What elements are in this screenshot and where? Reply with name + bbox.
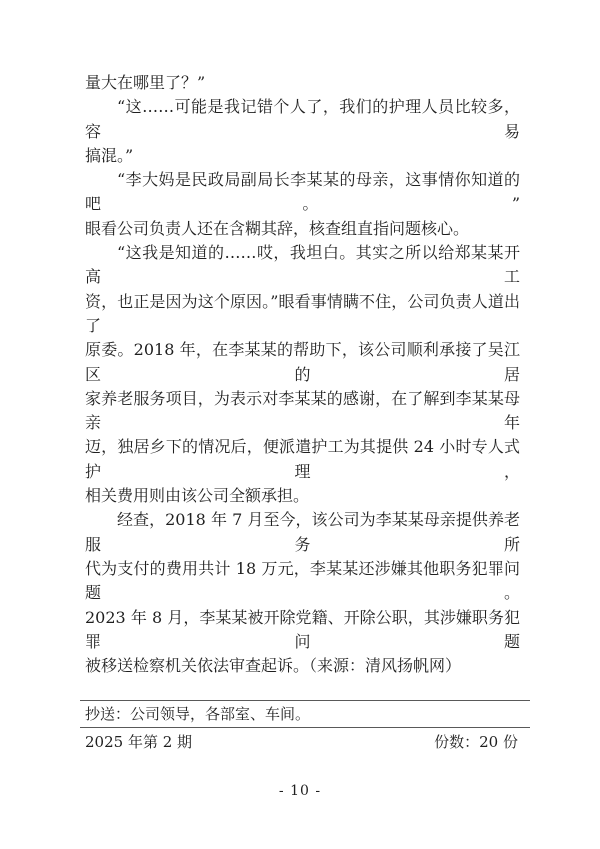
body-line: “这……可能是我记错个人了，我们的护理人员比较多，容易 (85, 97, 520, 141)
body-line: 量大在哪里了？” (85, 73, 206, 92)
body-line: 家养老服务项目，为表示对李某某的感谢，在了解到李某某母亲年 (85, 388, 520, 433)
body-line: 眼看公司负责人还在含糊其辞，核查组直指问题核心。 (85, 218, 470, 238)
body-line: 相关费用则由该公司全额承担。 (85, 486, 310, 506)
body-line: 代为支付的费用共计 18 万元，李某某还涉嫌其他职务犯罪问题。 (85, 558, 520, 603)
issue-row (85, 732, 518, 752)
document-body (85, 71, 520, 678)
body-line: 资，也正是因为这个原因。”眼看事情瞒不住，公司负责人道出了 (85, 291, 520, 335)
body-line: 迈，独居乡下的情况后，便派遣护工为其提供 24 小时专人式护理， (85, 437, 520, 481)
issue-number: 2025 年第 2 期 (85, 733, 193, 751)
footer-rule-bottom (80, 727, 530, 728)
body-line: “李大妈是民政局副局长李某某的母亲，这事情你知道的吧。” (85, 170, 520, 214)
cc-line: 抄送：公司领导，各部室、车间。 (85, 705, 311, 723)
copies-count: 份数：20 份 (434, 733, 518, 751)
body-line: “这我是知道的……哎，我坦白。其实之所以给郑某某开高工 (85, 243, 520, 287)
body-line: 经查，2018 年 7 月至今，该公司为李某某母亲提供养老服务所 (85, 510, 520, 554)
body-line: 2023 年 8 月，李某某被开除党籍、开除公职，其涉嫌职务犯罪问题 (85, 607, 520, 651)
body-line: 原委。2018 年，在李某某的帮助下，该公司顺利承接了吴江区的居 (85, 340, 520, 384)
body-line: 被移送检察机关依法审查起诉。（来源：清风扬帆网） (85, 656, 462, 676)
footer-rule-top (80, 700, 530, 701)
body-line: 搞混。” (85, 145, 134, 165)
page-number: - 10 - (278, 783, 322, 799)
